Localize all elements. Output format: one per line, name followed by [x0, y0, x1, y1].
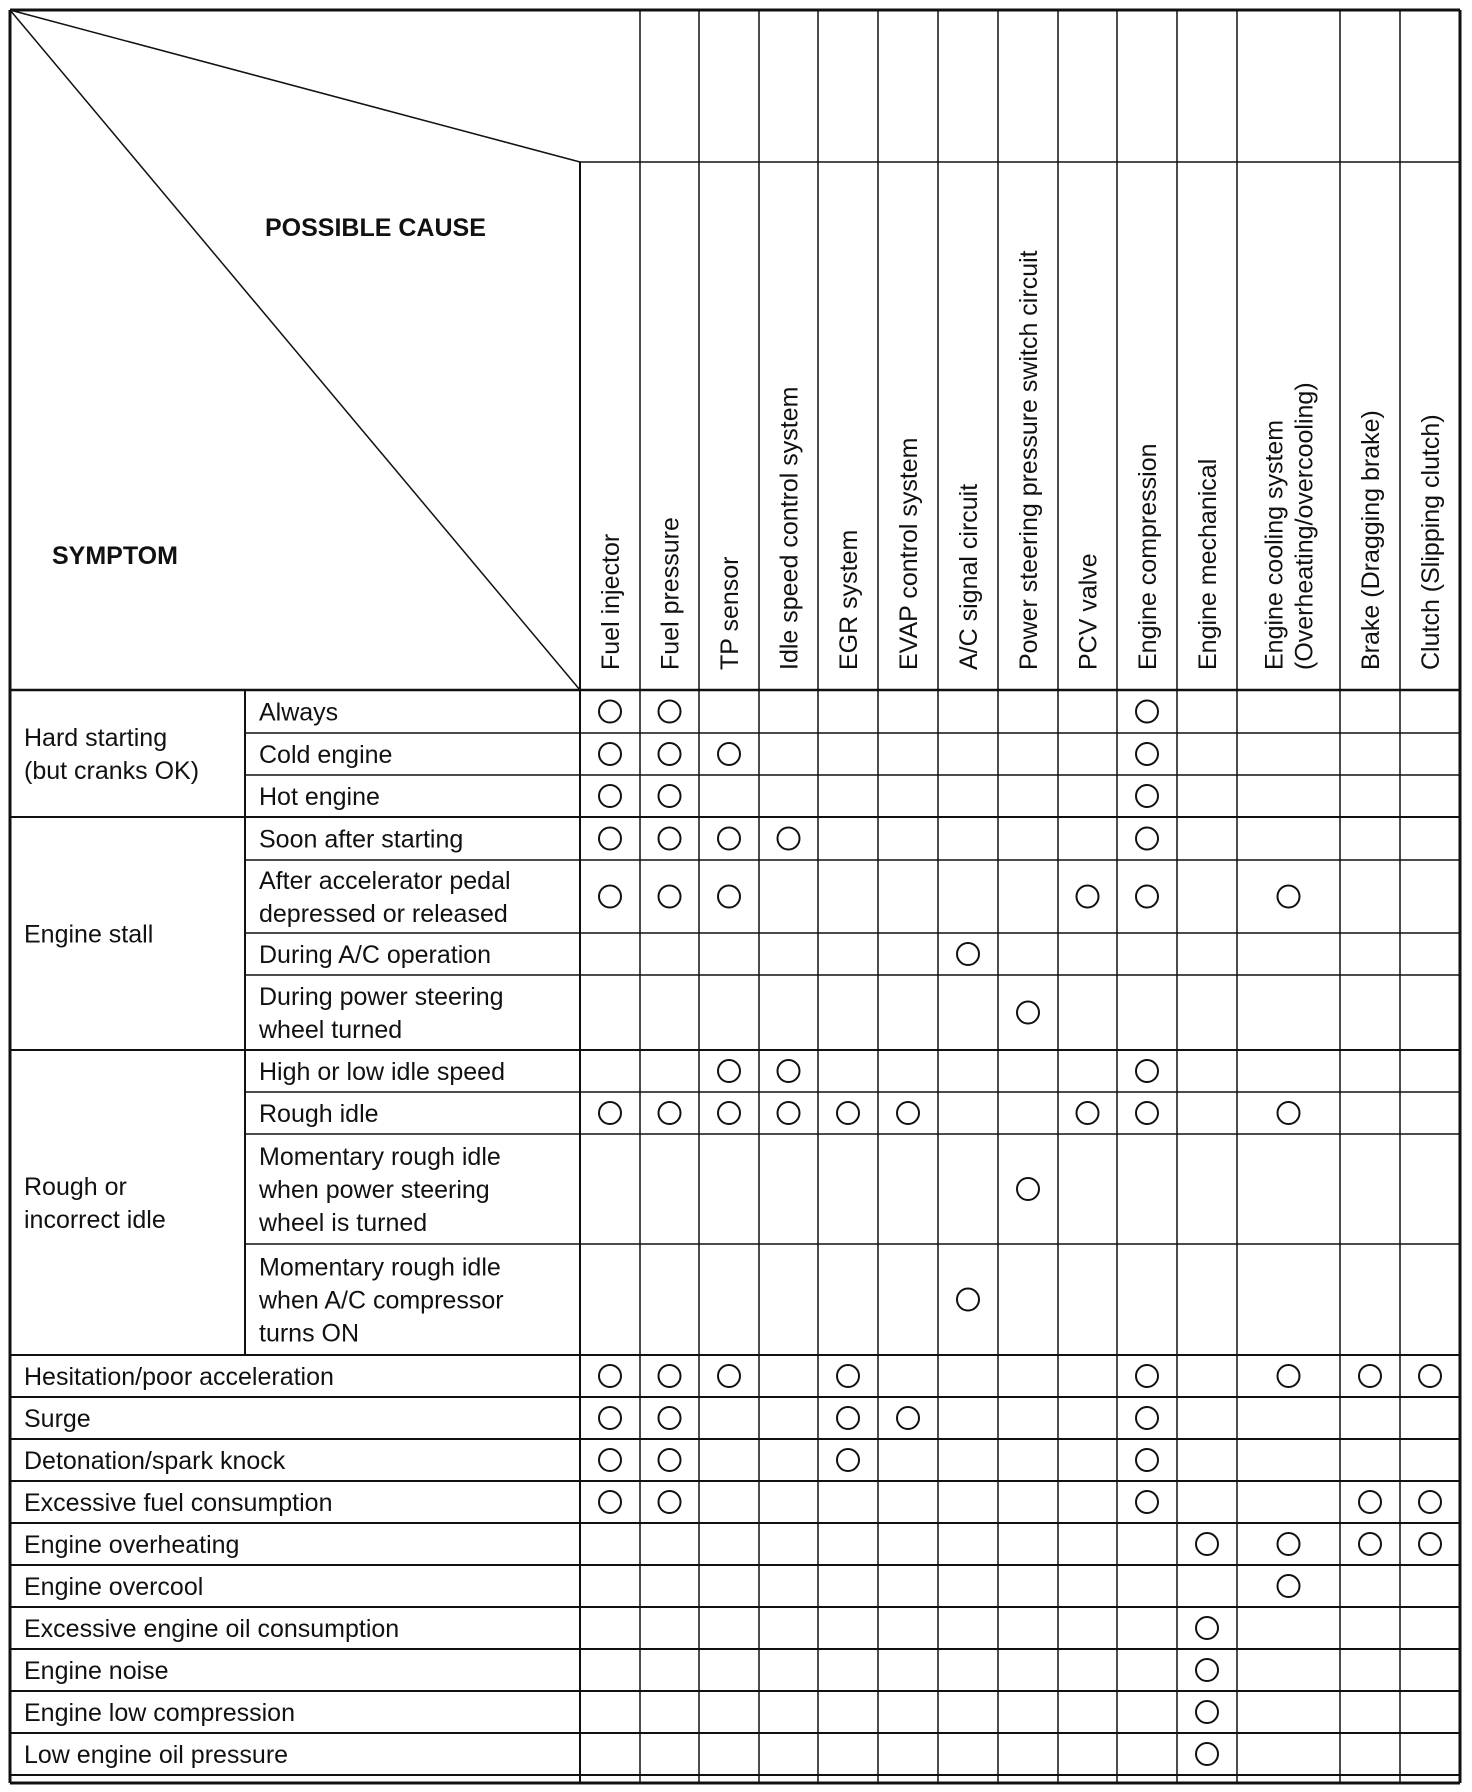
- cause-mark: [659, 701, 681, 723]
- symptom-label: Low engine oil pressure: [24, 1741, 289, 1769]
- cause-mark: [1196, 1701, 1218, 1723]
- cause-mark: [599, 785, 621, 807]
- cause-mark: [1359, 1491, 1381, 1513]
- cause-header: Engine cooling system: [1260, 419, 1289, 670]
- cause-mark: [599, 743, 621, 765]
- cause-mark: [718, 1365, 740, 1387]
- cause-mark: [659, 828, 681, 850]
- cause-mark: [897, 1407, 919, 1429]
- cause-mark: [599, 701, 621, 723]
- header-diagonal-short: [10, 10, 580, 162]
- cause-mark: [659, 1449, 681, 1471]
- cause-mark: [1136, 785, 1158, 807]
- cause-header: Fuel pressure: [656, 517, 685, 670]
- cause-mark: [599, 1407, 621, 1429]
- sub-symptom-label: Always: [259, 698, 339, 727]
- cause-mark: [837, 1102, 859, 1124]
- cause-header: TP sensor: [716, 556, 744, 670]
- symptom-label: Excessive engine oil consumption: [24, 1615, 400, 1643]
- cause-mark: [1136, 1491, 1158, 1513]
- sub-symptom-label: Hot engine: [259, 783, 380, 811]
- cause-mark: [957, 1289, 979, 1311]
- cause-mark: [1017, 1002, 1039, 1024]
- symptom-label: (but cranks OK): [24, 757, 200, 785]
- cause-header: (Overheating/overcooling): [1290, 382, 1319, 670]
- cause-mark: [1136, 886, 1158, 908]
- symptom-label: Excessive fuel consumption: [24, 1489, 333, 1517]
- symptom-label: Engine overcool: [24, 1573, 204, 1601]
- cause-mark: [599, 1365, 621, 1387]
- symptom-label: incorrect idle: [24, 1206, 166, 1234]
- cause-mark: [599, 1449, 621, 1471]
- sub-symptom-label: During A/C operation: [259, 941, 492, 969]
- cause-mark: [778, 1102, 800, 1124]
- cause-mark: [1136, 701, 1158, 723]
- cause-header: Brake (Dragging brake): [1357, 410, 1385, 670]
- cause-mark: [1359, 1365, 1381, 1387]
- cause-mark: [1077, 886, 1099, 908]
- cause-mark: [1196, 1659, 1218, 1681]
- cause-mark: [957, 943, 979, 965]
- cause-mark: [1136, 828, 1158, 850]
- cause-header: Fuel injector: [597, 533, 625, 670]
- cause-mark: [1017, 1178, 1039, 1200]
- cause-mark: [837, 1407, 859, 1429]
- cause-mark: [718, 828, 740, 850]
- symptom-label: Rough or: [24, 1173, 127, 1201]
- sub-symptom-label: wheel turned: [259, 1016, 403, 1044]
- cause-header: Clutch (Slipping clutch): [1417, 414, 1445, 670]
- cause-mark: [659, 1407, 681, 1429]
- header-diagonal-long: [10, 10, 580, 690]
- cause-header: Idle speed control system: [775, 386, 804, 670]
- cause-mark: [1278, 1102, 1300, 1124]
- sub-symptom-label: depressed or released: [259, 900, 508, 928]
- cause-mark: [659, 886, 681, 908]
- cause-mark: [1419, 1491, 1441, 1513]
- cause-mark: [778, 828, 800, 850]
- cause-mark: [1278, 1533, 1300, 1555]
- cause-header: A/C signal circuit: [955, 483, 983, 670]
- cause-mark: [718, 743, 740, 765]
- cause-mark: [1419, 1533, 1441, 1555]
- sub-symptom-label: Momentary rough idle: [259, 1253, 501, 1282]
- sub-symptom-label: when A/C compressor: [259, 1286, 504, 1315]
- cause-mark: [1196, 1743, 1218, 1765]
- sub-symptom-label: After accelerator pedal: [259, 867, 511, 895]
- cause-mark: [1196, 1533, 1218, 1555]
- sub-symptom-label: Cold engine: [259, 741, 393, 769]
- sub-symptom-label: when power steering: [259, 1176, 490, 1204]
- cause-mark: [1136, 743, 1158, 765]
- cause-mark: [659, 1491, 681, 1513]
- sub-symptom-label: Momentary rough idle: [259, 1143, 501, 1171]
- cause-mark: [659, 743, 681, 765]
- cause-mark: [837, 1365, 859, 1387]
- cause-mark: [1136, 1365, 1158, 1387]
- cause-mark: [778, 1060, 800, 1082]
- cause-mark: [1136, 1102, 1158, 1124]
- cause-mark: [599, 1491, 621, 1513]
- cause-header: EGR system: [835, 529, 863, 670]
- sub-symptom-label: During power steering: [259, 983, 504, 1011]
- table-grid: [10, 10, 1460, 1783]
- cause-mark: [599, 886, 621, 908]
- cause-mark: [897, 1102, 919, 1124]
- cause-mark: [1278, 1575, 1300, 1597]
- cause-mark: [1278, 886, 1300, 908]
- cause-mark: [1278, 1365, 1300, 1387]
- cause-mark: [599, 828, 621, 850]
- symptom-label: Engine noise: [24, 1657, 169, 1685]
- cause-mark: [659, 1365, 681, 1387]
- cause-header: Power steering pressure switch circuit: [1015, 250, 1043, 670]
- sub-symptom-label: High or low idle speed: [259, 1058, 505, 1086]
- symptom-labels: [24, 699, 511, 1770]
- cause-mark: [837, 1449, 859, 1471]
- cause-mark: [1136, 1407, 1158, 1429]
- cause-mark: [659, 1102, 681, 1124]
- cause-mark: [1136, 1060, 1158, 1082]
- sub-symptom-label: wheel is turned: [259, 1209, 428, 1237]
- cause-mark: [659, 785, 681, 807]
- symptom-label: Detonation/spark knock: [24, 1447, 286, 1475]
- cause-mark: [1196, 1617, 1218, 1639]
- cause-header: EVAP control system: [895, 437, 923, 670]
- cause-header: Engine compression: [1134, 443, 1162, 670]
- symptom-label: Hard starting: [24, 724, 168, 752]
- cause-column-headers: [597, 250, 1445, 670]
- cause-mark: [599, 1102, 621, 1124]
- symptom-label: Engine stall: [24, 920, 154, 949]
- sub-symptom-label: Rough idle: [259, 1100, 379, 1128]
- cause-mark: [1136, 1449, 1158, 1471]
- sub-symptom-label: turns ON: [259, 1319, 360, 1348]
- cause-mark: [1359, 1533, 1381, 1555]
- cause-mark: [718, 1102, 740, 1124]
- cause-mark: [718, 886, 740, 908]
- symptom-label: Engine low compression: [24, 1699, 295, 1727]
- cause-mark: [1077, 1102, 1099, 1124]
- symptom-label: Engine overheating: [24, 1531, 240, 1559]
- sub-symptom-label: Soon after starting: [259, 825, 464, 854]
- symptom-label: Hesitation/poor acceleration: [24, 1363, 334, 1391]
- cause-mark: [718, 1060, 740, 1082]
- possible-cause-header: POSSIBLE CAUSE: [265, 214, 486, 242]
- cause-header: PCV valve: [1074, 553, 1103, 670]
- symptom-header: SYMPTOM: [52, 542, 178, 570]
- symptom-label: Surge: [24, 1405, 91, 1433]
- cause-mark: [1419, 1365, 1441, 1387]
- cause-header: Engine mechanical: [1194, 458, 1222, 670]
